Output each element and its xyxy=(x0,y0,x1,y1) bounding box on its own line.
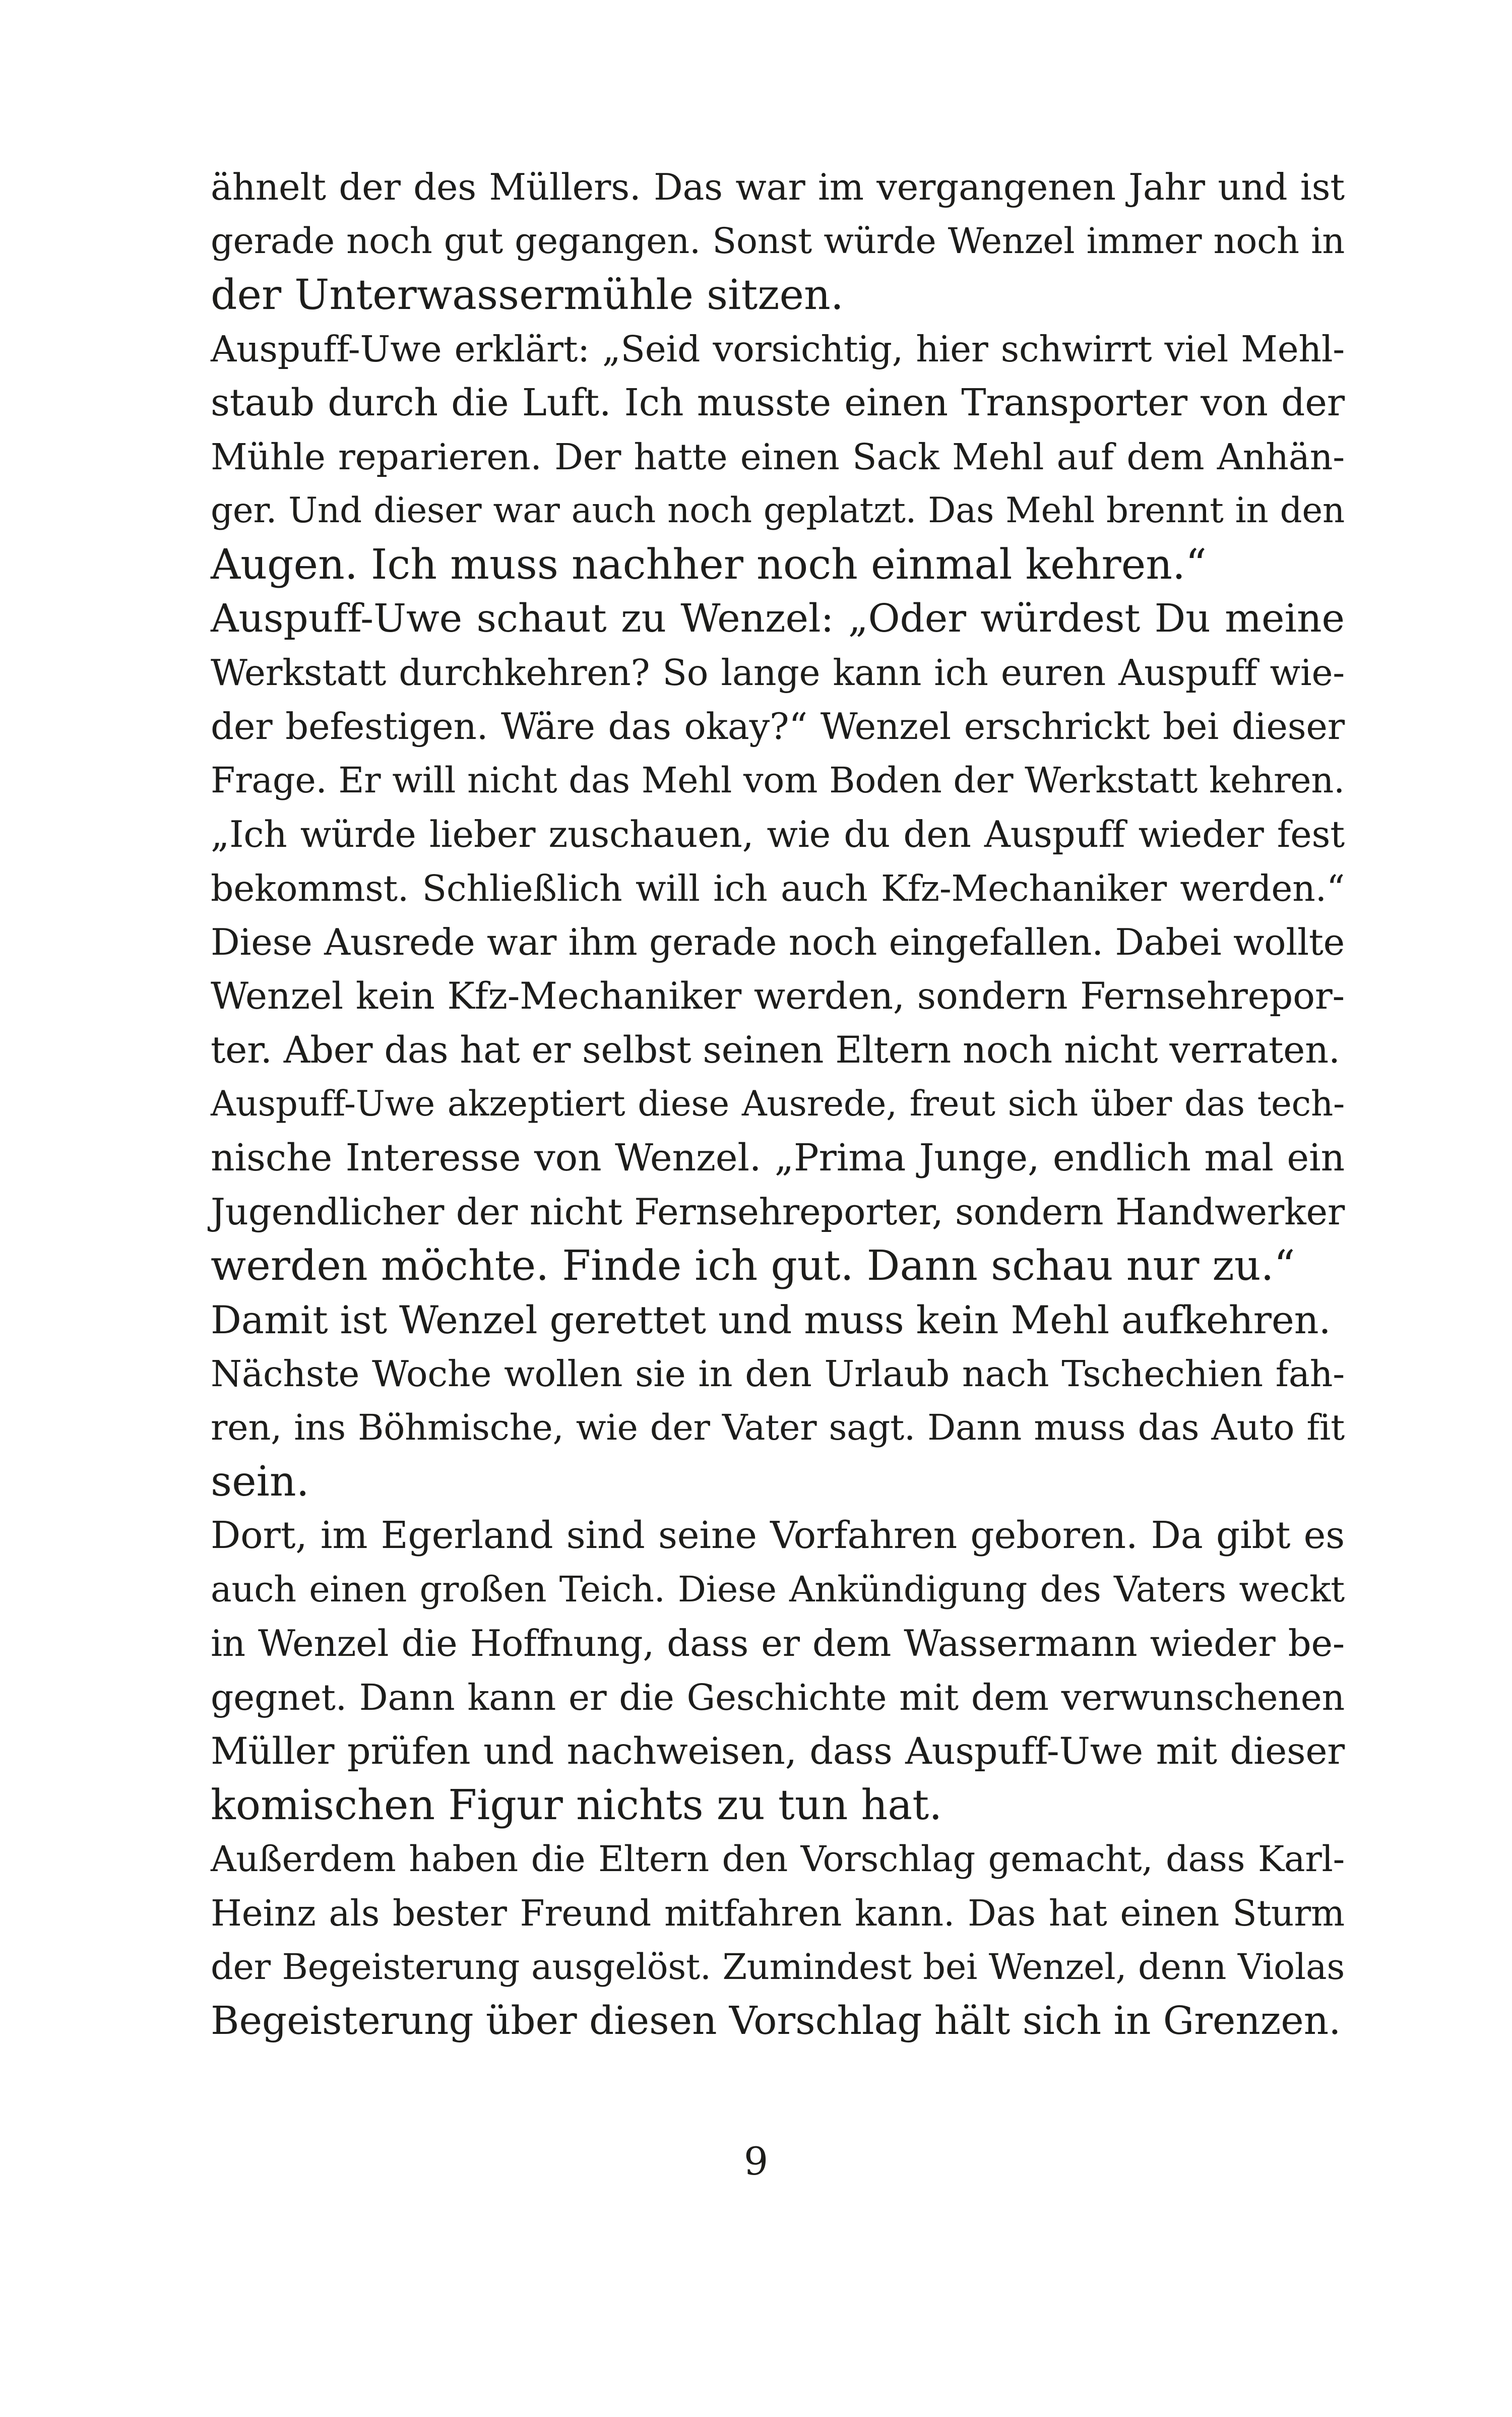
text-line: ter. Aber das hat er selbst seinen Eltern noch nicht verraten. xyxy=(211,1029,1340,1072)
paragraph xyxy=(211,1347,1345,1509)
text-line: werden möchte. Finde ich gut. Dann schau nur zu.“ xyxy=(211,1242,1295,1290)
text-line: sein. xyxy=(211,1458,309,1506)
text-line: gerade noch gut gegangen. Sonst würde Wenzel immer noch in xyxy=(211,220,1345,262)
text-line: Auspuff-Uwe erklärt: „Seid vorsichtig, hier schwirrt viel Mehl- xyxy=(211,328,1345,370)
text-line: der befestigen. Wäre das okay?“ Wenzel erschrickt bei dieser xyxy=(211,705,1345,748)
text-line: komischen Figur nichts zu tun hat. xyxy=(211,1781,942,1829)
text-line: gegnet. Dann kann er die Geschichte mit dem verwunschenen xyxy=(211,1677,1345,1718)
text-line: Nächste Woche wollen sie in den Urlaub nach Tschechien fah- xyxy=(211,1353,1345,1395)
text-line: Mühle reparieren. Der hatte einen Sack Mehl auf dem Anhän- xyxy=(211,436,1345,478)
text-line: Außerdem haben die Eltern den Vorschlag gemacht, dass Karl- xyxy=(211,1838,1345,1880)
text-line: der Begeisterung ausgelöst. Zumindest bei Wenzel, denn Violas xyxy=(211,1946,1345,1988)
paragraph xyxy=(211,1509,1345,1832)
text-line: Frage. Er will nicht das Mehl vom Boden der Werkstatt kehren. xyxy=(211,760,1345,801)
text-line: „Ich würde lieber zuschauen, wie du den Auspuff wieder fest xyxy=(211,813,1345,855)
text-line: Dort, im Egerland sind seine Vorfahren geboren. Da gibt es xyxy=(211,1514,1345,1557)
text-line: Auspuff-Uwe akzeptiert diese Ausrede, freut sich über das tech- xyxy=(211,1084,1345,1124)
body-text xyxy=(211,160,1345,2048)
text-line: bekommst. Schließlich will ich auch Kfz-Mechaniker werden.“ xyxy=(211,867,1345,909)
text-line: Heinz als bester Freund mitfahren kann. Das hat einen Sturm xyxy=(211,1892,1345,1934)
text-line: Werkstatt durchkehren? So lange kann ich euren Auspuff wie- xyxy=(211,652,1345,694)
text-line: der Unterwassermühle sitzen. xyxy=(211,271,844,319)
text-line: Damit ist Wenzel gerettet und muss kein Mehl aufkehren. xyxy=(211,1297,1331,1342)
paragraph xyxy=(211,1293,1345,1347)
text-line: nische Interesse von Wenzel. „Prima Junge, endlich mal ein xyxy=(211,1136,1345,1180)
text-line: Auspuff-Uwe schaut zu Wenzel: „Oder würdest Du meine xyxy=(211,596,1345,641)
text-line: Jugendlicher der nicht Fernsehreporter, sondern Handwerker xyxy=(211,1191,1345,1233)
paragraph xyxy=(211,160,1345,322)
text-line: ger. Und dieser war auch noch geplatzt. Das Mehl brennt in den xyxy=(211,490,1345,531)
text-line: staub durch die Luft. Ich musste einen Transporter von der xyxy=(211,381,1345,424)
paragraph xyxy=(211,1832,1345,2048)
paragraph xyxy=(211,322,1345,592)
text-line: Augen. Ich muss nachher noch einmal kehren.“ xyxy=(211,541,1207,589)
text-line: Müller prüfen und nachweisen, dass Auspuff-Uwe mit dieser xyxy=(211,1730,1345,1773)
paragraph xyxy=(211,592,1345,1077)
text-line: ähnelt der des Müllers. Das war im vergangenen Jahr und ist xyxy=(211,166,1345,208)
text-line: Wenzel kein Kfz-Mechaniker werden, sondern Fernsehrepor- xyxy=(211,975,1345,1018)
paragraph xyxy=(211,1077,1345,1293)
text-line: auch einen großen Teich. Diese Ankündigung des Vaters weckt xyxy=(211,1569,1345,1610)
text-line: ren, ins Böhmische, wie der Vater sagt. Dann muss das Auto fit xyxy=(211,1407,1345,1448)
text-line: in Wenzel die Hoffnung, dass er dem Wassermann wieder be- xyxy=(211,1622,1345,1664)
text-line: Diese Ausrede war ihm gerade noch eingefallen. Dabei wollte xyxy=(211,921,1345,963)
text-line: Begeisterung über diesen Vorschlag hält sich in Grenzen. xyxy=(211,1999,1341,2043)
page-number: 9 xyxy=(743,2139,769,2184)
